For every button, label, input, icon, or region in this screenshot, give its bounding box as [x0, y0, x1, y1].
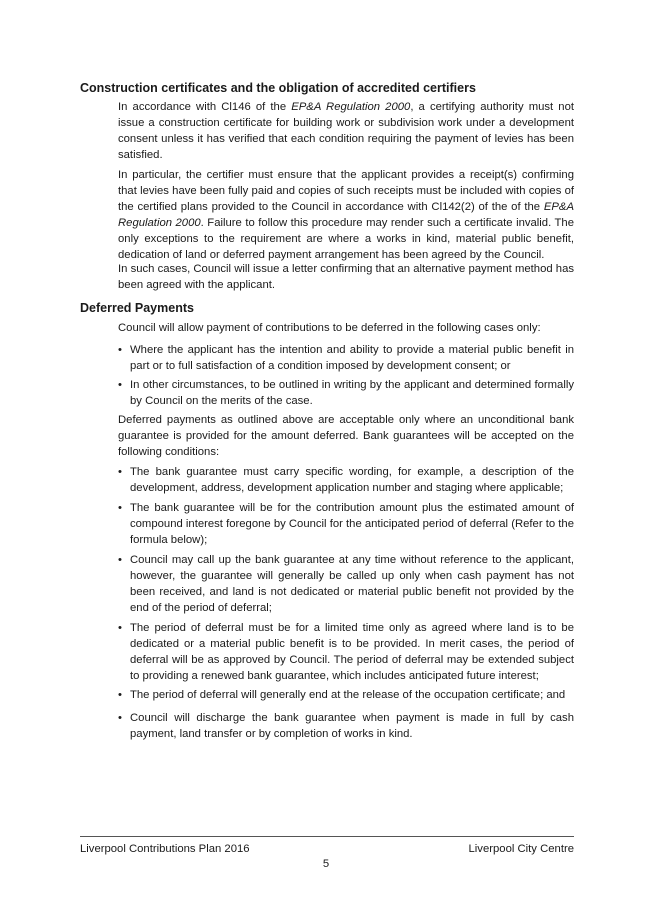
list-item — [118, 501, 574, 549]
bullet-icon: • — [118, 622, 122, 634]
section-heading-deferred-payments: Deferred Payments — [80, 301, 194, 315]
list-item — [118, 465, 574, 497]
list-item-text: The bank guarantee must carry specific wording, for example, a description of the development, address, development application number and staging where applicable; — [130, 466, 574, 494]
bullet-icon: • — [118, 712, 122, 724]
bullet-icon: • — [118, 689, 122, 701]
list-item-text: Where the applicant has the intention and ability to provide a material public benefit in part or to full satisfaction of a condition imposed by development consent; or — [130, 344, 574, 372]
list-item — [118, 378, 574, 410]
paragraph-alternative-payment: In such cases, Council will issue a letter confirming that an alternative payment method has been agreed with the applicant. — [118, 263, 574, 291]
list-item-text: Council will discharge the bank guarantee when payment is made in full by cash payment, land transfer or by completion of works in kind. — [130, 712, 574, 740]
list-item-text: The period of deferral will generally end at the release of the occupation certificate; and — [130, 689, 566, 701]
footer-document-title: Liverpool Contributions Plan 2016 — [80, 843, 250, 855]
paragraph-text: , a certifying authority must not issue a construction certificate for building work or subdivision work under a development consent unless it has verified that each condition requiring the payment of levies has been satisfied. — [118, 101, 574, 161]
list-item-text: In other circumstances, to be outlined in writing by the applicant and determined formally by Council on the merits of the case. — [130, 379, 574, 407]
regulation-reference: EP&A Regulation 2000 — [118, 200, 574, 229]
footer-location: Liverpool City Centre — [468, 843, 574, 855]
bullet-icon: • — [118, 379, 122, 391]
list-item-text: The period of deferral must be for a limited time only as agreed where land is to be dedicated or a material public benefit is to be provided. In merit cases, the period of deferral will be as approved by Council. The period of deferral may be extended subject to providing a renewed bank guarantee, which includes anticipated future interest; — [130, 622, 574, 682]
bullet-icon: • — [118, 554, 122, 566]
paragraph-certifier-receipts — [118, 168, 574, 263]
bullet-icon: • — [118, 466, 122, 478]
list-item — [118, 343, 574, 375]
paragraph-cl146 — [118, 100, 574, 164]
list-item-text: The bank guarantee will be for the contribution amount plus the estimated amount of compound interest foregone by Council for the anticipated period of deferral (Refer to the formula below); — [130, 502, 574, 546]
list-item — [118, 621, 574, 685]
section-heading-construction-certificates: Construction certificates and the obligation of accredited certifiers — [80, 81, 476, 95]
list-item — [118, 553, 574, 617]
bullet-icon: • — [118, 502, 122, 514]
list-item — [118, 688, 574, 704]
bullet-icon: • — [118, 344, 122, 356]
footer-divider — [80, 836, 574, 837]
paragraph-text: In particular, the certifier must ensure that the applicant provides a receipt(s) confirming that levies have been fully paid and copies of such receipts must be included with copies of the certified plans provided to the Council in accordance with Cl142(2) of the of the — [118, 169, 574, 213]
paragraph-bank-guarantee: Deferred payments as outlined above are acceptable only where an unconditional bank guarantee is provided for the amount deferred. Bank guarantees will be accepted on the following conditions: — [118, 414, 574, 458]
list-item-text: Council may call up the bank guarantee at any time without reference to the applicant, however, the guarantee will generally be called up only when cash payment has not been received, and land is not dedicated or material public benefit not provided by the end of the period of deferral; — [130, 554, 574, 614]
page-number: 5 — [322, 858, 330, 870]
paragraph-deferral-intro: Council will allow payment of contributions to be deferred in the following cases only: — [118, 322, 541, 334]
list-item — [118, 711, 574, 743]
regulation-reference: EP&A Regulation 2000 — [291, 101, 411, 113]
paragraph-text: . Failure to follow this procedure may render such a certificate invalid. The only exceptions to the requirement are where a works in kind, material public benefit, dedication of land or deferred payment arrangement has been agreed by the Council. — [118, 216, 574, 261]
paragraph-text: In accordance with Cl146 of the — [118, 101, 292, 113]
